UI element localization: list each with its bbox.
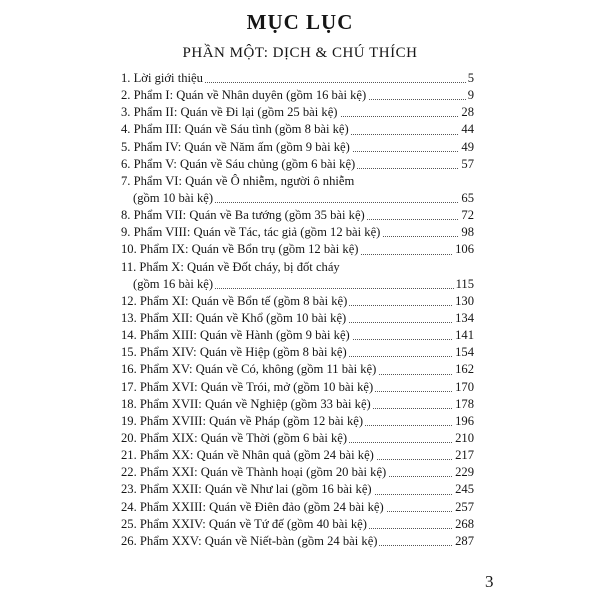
toc-entry-page: 5: [467, 71, 474, 85]
toc-entry-title: 9. Phẩm VIII: Quán về Tác, tác giả (gồm 12 bài kệ): [121, 225, 381, 240]
toc-entry: [121, 344, 474, 361]
toc-entry: [121, 430, 474, 447]
toc-entry-title: 1. Lời giới thiệu: [121, 71, 203, 85]
toc-entry-title: 26. Phẩm XXV: Quán về Niết-bàn (gồm 24 bài kệ): [121, 533, 378, 548]
page-title: MỤC LỤC: [246, 10, 354, 34]
toc-entry: [121, 190, 474, 207]
toc-entry: [121, 516, 474, 533]
toc-entry: [121, 156, 474, 173]
toc-entry-page: 65: [461, 190, 474, 205]
toc-entry: [121, 293, 474, 310]
toc-entry-title: 11. Phẩm X: Quán về Đốt cháy, bị đốt cháy: [121, 259, 340, 274]
toc-entry: [121, 499, 474, 516]
toc-entry-title: 14. Phẩm XIII: Quán về Hành (gồm 9 bài kệ): [121, 328, 350, 343]
toc-entry-title: 17. Phẩm XVI: Quán về Trói, mở (gồm 10 bài kệ): [121, 379, 374, 394]
toc-entry-page: 44: [461, 122, 474, 137]
toc-entry: [121, 481, 474, 498]
part-heading: PHẦN MỘT: DỊCH & CHÚ THÍCH: [182, 45, 418, 61]
toc-entry: [121, 327, 474, 344]
toc-entry-title: 4. Phẩm III: Quán về Sáu tình (gồm 8 bài kệ): [121, 122, 349, 137]
toc-entry-title: 2. Phẩm I: Quán về Nhân duyên (gồm 16 bài kệ): [121, 88, 367, 103]
toc-entry-title: 10. Phẩm IX: Quán về Bổn trụ (gồm 12 bài kệ): [121, 242, 359, 257]
toc-entry: [121, 70, 474, 87]
toc-entry-page: 49: [461, 139, 474, 154]
toc-entry: [121, 173, 474, 190]
toc-entry-page: 229: [455, 465, 474, 480]
toc-entry-page: 9: [467, 88, 474, 103]
toc-entry-page: 170: [455, 379, 474, 394]
toc-entry-page: 245: [455, 482, 474, 497]
toc-entry: [121, 104, 474, 121]
toc-entry-page: 196: [455, 413, 474, 428]
toc-entry-title: (gồm 10 bài kệ): [121, 191, 215, 205]
toc-entry-title: 23. Phẩm XXII: Quán về Như lai (gồm 16 bài kệ): [121, 482, 372, 497]
toc-entry-title: 18. Phẩm XVII: Quán về Nghiệp (gồm 33 bài kệ): [121, 396, 371, 411]
toc-entry-page: 98: [461, 225, 474, 240]
toc-entry: [121, 224, 474, 241]
toc-entry-page: 134: [455, 310, 474, 325]
toc-entry-title: 22. Phẩm XXI: Quán về Thành hoại (gồm 20 bài kệ): [121, 465, 387, 480]
toc-entry: [121, 207, 474, 224]
table-of-contents: [121, 70, 474, 550]
toc-entry-page: 115: [455, 276, 474, 291]
toc-entry-title: 19. Phẩm XVIII: Quán về Pháp (gồm 12 bài kệ): [121, 413, 364, 428]
toc-entry-page: 72: [461, 208, 474, 223]
toc-entry: [121, 310, 474, 327]
toc-entry-title: 15. Phẩm XIV: Quán về Hiệp (gồm 8 bài kệ): [121, 345, 347, 360]
toc-entry-page: 141: [455, 328, 474, 343]
toc-entry: [121, 139, 474, 156]
toc-entry-page: 130: [455, 293, 474, 308]
toc-entry-page: 217: [455, 448, 474, 463]
toc-entry: [121, 361, 474, 378]
toc-entry-page: 162: [455, 362, 474, 377]
toc-entry-title: 16. Phẩm XV: Quán về Có, không (gồm 11 bài kệ): [121, 362, 377, 377]
toc-entry: [121, 121, 474, 138]
toc-entry: [121, 379, 474, 396]
toc-entry-page: 178: [455, 396, 474, 411]
toc-entry-title: 8. Phẩm VII: Quán về Ba tướng (gồm 35 bài kệ): [121, 208, 365, 223]
toc-entry-page: 268: [455, 516, 474, 531]
toc-entry: [121, 276, 474, 293]
toc-entry: [121, 241, 474, 258]
toc-entry-title: 5. Phẩm IV: Quán về Năm ấm (gồm 9 bài kệ): [121, 139, 350, 154]
toc-entry-title: 24. Phẩm XXIII: Quán về Điên đảo (gồm 24 bài kệ): [121, 499, 384, 514]
toc-entry: [121, 87, 474, 104]
page-number: 3: [485, 572, 494, 591]
toc-entry-title: 12. Phẩm XI: Quán về Bổn tế (gồm 8 bài kệ): [121, 293, 348, 308]
toc-entry-title: 13. Phẩm XII: Quán về Khổ (gồm 10 bài kệ): [121, 310, 347, 325]
toc-entry-title: 20. Phẩm XIX: Quán về Thời (gồm 6 bài kệ): [121, 430, 348, 445]
toc-entry-title: 21. Phẩm XX: Quán về Nhân quả (gồm 24 bài kệ): [121, 448, 374, 463]
toc-entry-page: 106: [455, 242, 474, 257]
toc-entry-page: 154: [455, 345, 474, 360]
toc-entry-title: 25. Phẩm XXIV: Quán về Tứ đế (gồm 40 bài kệ): [121, 516, 367, 531]
toc-entry: [121, 413, 474, 430]
toc-entry-page: 287: [455, 533, 474, 548]
toc-entry-page: 257: [455, 499, 474, 514]
toc-entry: [121, 464, 474, 481]
toc-entry-page: 57: [461, 156, 474, 171]
toc-entry: [121, 447, 474, 464]
toc-entry-title: (gồm 16 bài kệ): [121, 277, 215, 291]
toc-entry-title: 6. Phẩm V: Quán về Sáu chủng (gồm 6 bài kệ): [121, 156, 356, 171]
toc-entry-title: 3. Phẩm II: Quán về Đi lại (gồm 25 bài kệ): [121, 105, 338, 120]
toc-entry: [121, 259, 474, 276]
toc-entry-page: 28: [461, 105, 474, 120]
toc-entry-title: 7. Phẩm VI: Quán về Ô nhiễm, người ô nhiễm: [121, 173, 355, 188]
toc-entry-page: 210: [455, 430, 474, 445]
toc-entry: [121, 396, 474, 413]
toc-entry: [121, 533, 474, 550]
